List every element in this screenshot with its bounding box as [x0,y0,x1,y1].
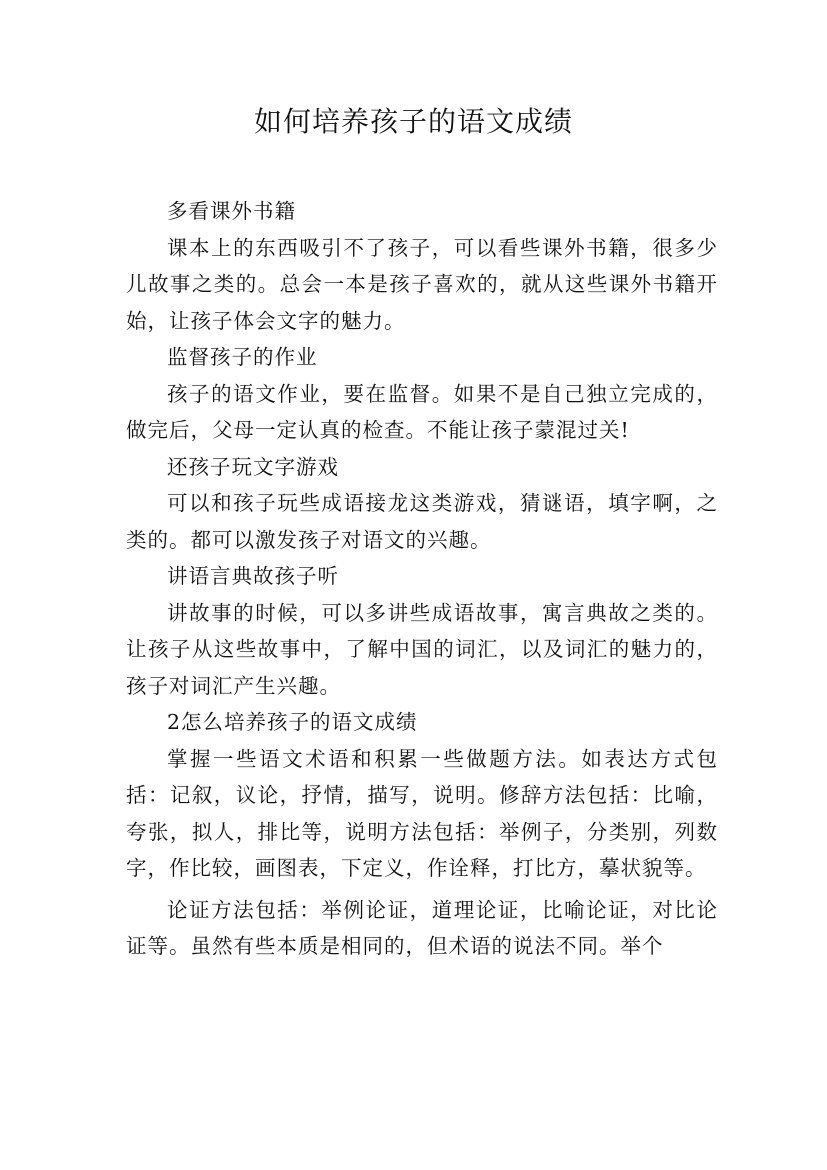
body-paragraph: 论证方法包括：举例论证，道理论证，比喻论证，对比论证等。虽然有些本质是相同的，但术语的说法不同。举个 [126,897,718,958]
section-heading: 多看课外书籍 [167,199,296,223]
section-heading: 监督孩子的作业 [167,345,318,369]
document-body [126,193,718,965]
section-heading: 讲语言典故孩子听 [167,564,339,588]
body-paragraph: 可以和孩子玩些成语接龙这类游戏，猜谜语，填字啊，之类的。都可以激发孩子对语文的兴趣。 [126,491,718,552]
section-heading: 还孩子玩文字游戏 [167,454,339,479]
document-title: 如何培养孩子的语文成绩 [253,105,573,138]
body-paragraph: 课本上的东西吸引不了孩子，可以看些课外书籍，很多少儿故事之类的。总会一本是孩子喜欢的，就从这些课外书籍开始，让孩子体会文字的魅力。 [126,235,718,333]
body-paragraph: 讲故事的时候，可以多讲些成语故事，寓言典故之类的。让孩子从这些故事中，了解中国的词汇，以及词汇的魅力的，孩子对词汇产生兴趣。 [126,600,718,698]
body-paragraph: 掌握一些语文术语和积累一些做题方法。如表达方式包括：记叙，议论，抒情，描写，说明。修辞方法包括：比喻，夸张，拟人，排比等，说明方法包括：举例子，分类别，列数字，作比较，画图表，下定义，作诠释，打比方，摹状貌等。 [126,746,718,880]
section-heading: 2怎么培养孩子的语文成绩 [167,710,418,734]
body-paragraph: 孩子的语文作业，要在监督。如果不是自己独立完成的，做完后，父母一定认真的检查。不能让孩子蒙混过关! [126,381,718,442]
